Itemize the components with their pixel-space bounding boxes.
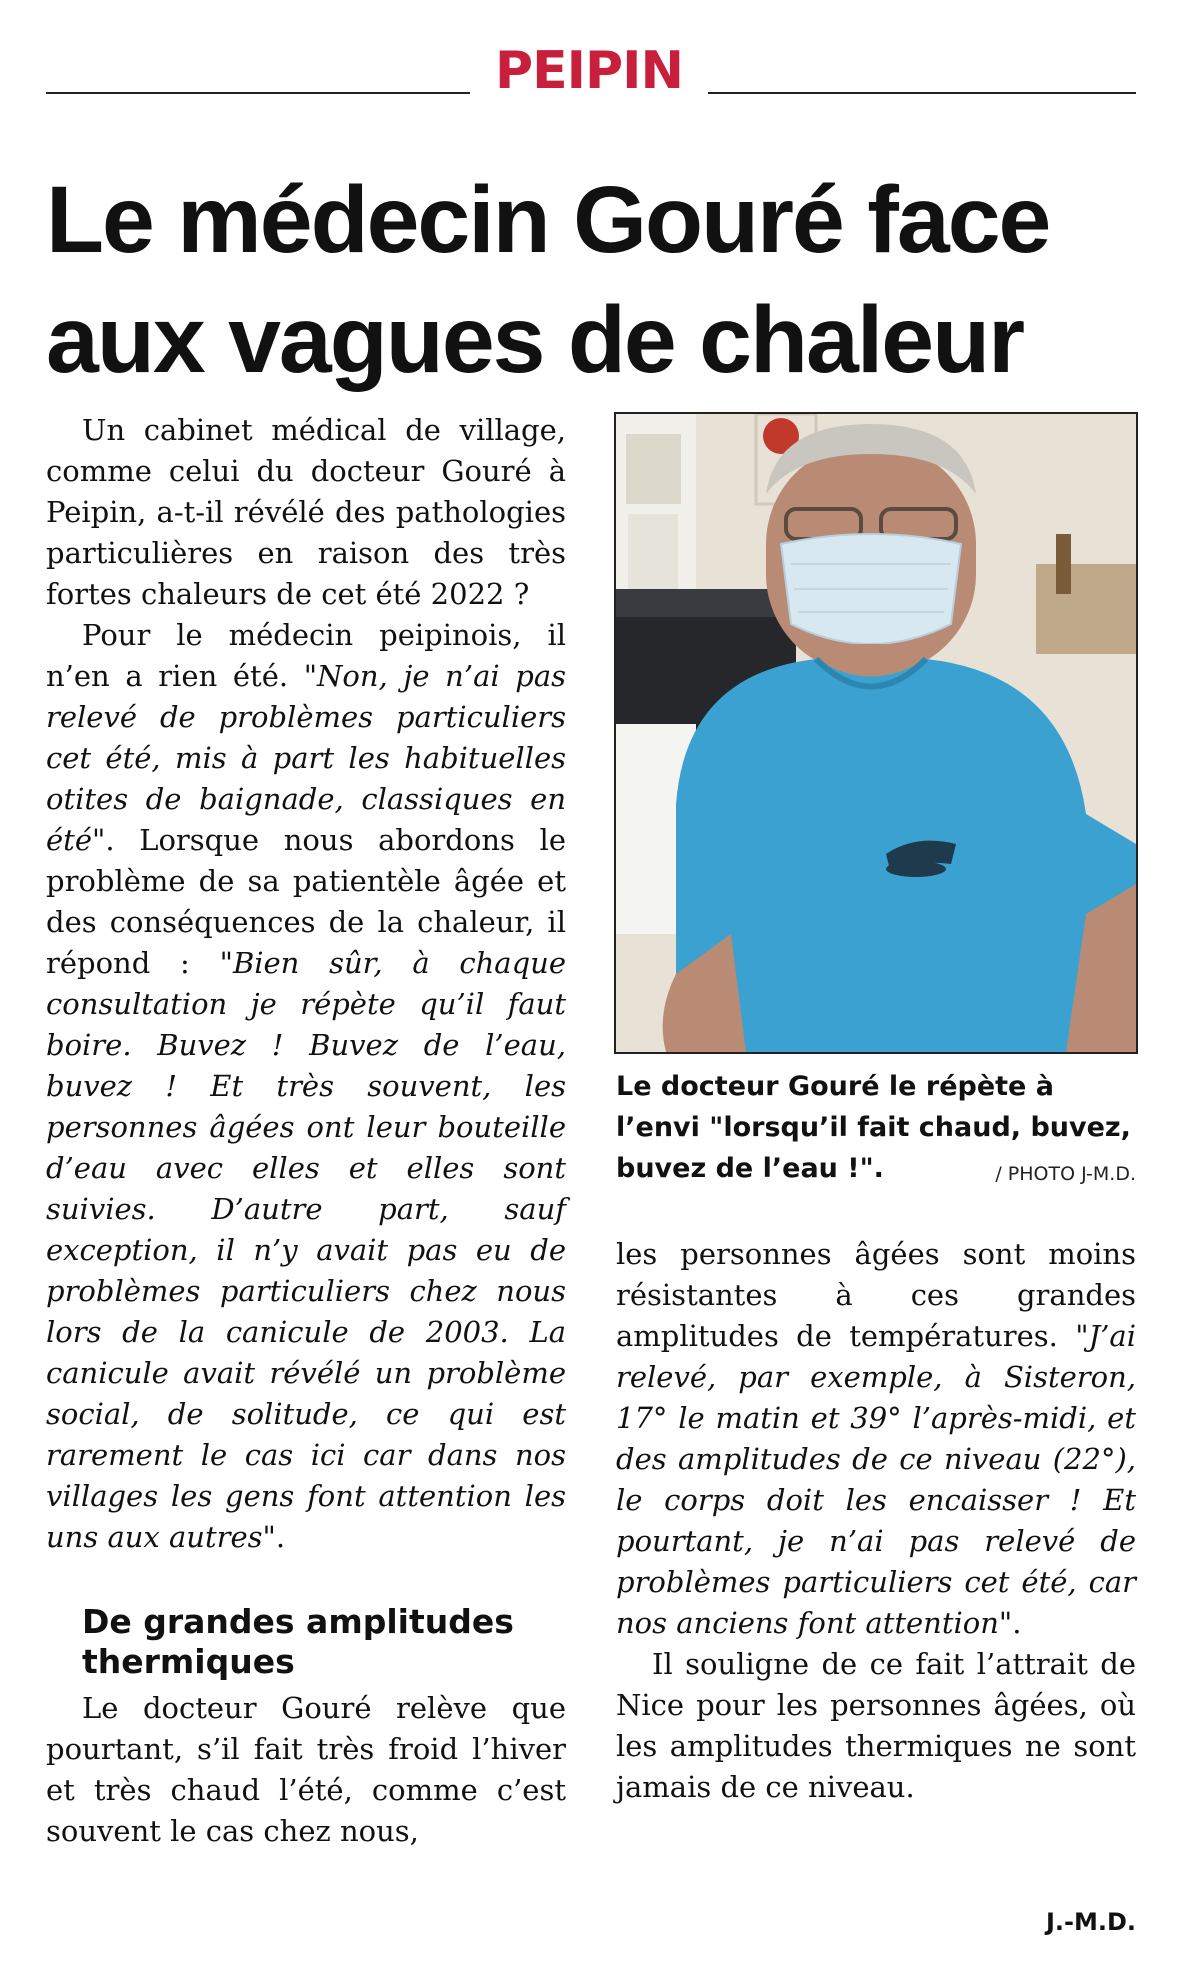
headline	[46, 160, 1146, 400]
doctor-photo-illustration	[616, 414, 1136, 1052]
paragraph-2-quote-b: Bien sûr, à chaque consultation je répète qu’il faut boire. Buvez ! Buvez de l’eau, buvez ! Et très souvent, les personnes âgées ont leur bouteille d’eau avec elles et elles sont suivies. D’autre part, sauf exception, il n’y avait pas eu de problèmes particuliers chez nous lors de la canicule de 2003. La canicule avait révélé un problème social, de solitude, ce qui est rarement le cas ici car dans nos villages les gens font attention les uns aux autres	[46, 946, 567, 1554]
paragraph-3-text-a: les personnes âgées sont moins résistantes à ces grandes amplitudes de températures. "	[616, 1237, 1136, 1353]
paragraph-3-quote: J’ai relevé, par exemple, à Sisteron, 17° le matin et 39° l’après-midi, et des amplitudes de ce niveau (22°), le corps doit les encaisser ! Et pourtant, je n’ai pas relevé de problèmes particuliers cet été, car nos anciens font attention	[616, 1319, 1136, 1640]
doctor-photo	[614, 412, 1138, 1054]
paragraph-doctor-quote	[46, 615, 566, 1558]
article-column-right	[616, 1234, 1136, 1808]
paragraph-3-text-b: ".	[998, 1606, 1022, 1640]
paragraph-2-text-a: Pour le médecin peipinois, il n’en a rien été. "	[46, 618, 566, 693]
paragraph-2-text-c: ".	[262, 1520, 286, 1554]
paragraph-nice: Il souligne de ce fait l’attrait de Nice pour les personnes âgées, où les amplitudes thermiques ne sont jamais de ce niveau.	[616, 1647, 1136, 1804]
headline-line-2: aux vagues de chaleur	[46, 287, 1024, 393]
section-title: PEIPIN	[495, 41, 683, 101]
photo-caption: Le docteur Gouré le répète à l’envi "lorsqu’il fait chaud, buvez, buvez de l’eau !".	[616, 1071, 1131, 1184]
headline-line-1: Le médecin Gouré face	[46, 167, 1050, 273]
photo-credit: / PHOTO J-M.D.	[995, 1163, 1136, 1185]
paragraph-amplitudes: Le docteur Gouré relève que pourtant, s’il fait très froid l’hiver et très chaud l’été, comme c’est souvent le cas chez nous,	[46, 1691, 566, 1848]
section-rule-right	[708, 92, 1136, 94]
section-rule-left	[46, 92, 470, 94]
subheading: De grandes amplitudes thermiques	[82, 1602, 514, 1681]
paragraph-2-text-b: ". Lorsque nous abordons le problème de sa patientèle âgée et des conséquences de la chaleur, il répond : "	[46, 823, 566, 980]
article-column-left	[46, 410, 566, 1852]
paragraph-amplitudes-continued	[616, 1234, 1136, 1644]
author-signature: J.-M.D.	[1045, 1908, 1136, 1936]
paragraph-2-quote-a: Non, je n’ai pas relevé de problèmes particuliers cet été, mis à part les habituelles otites de baignade, classiques en été	[46, 659, 566, 857]
paragraph-intro: Un cabinet médical de village, comme celui du docteur Gouré à Peipin, a-t-il révélé des pathologies particulières en raison des très fortes chaleurs de cet été 2022 ?	[46, 413, 566, 611]
